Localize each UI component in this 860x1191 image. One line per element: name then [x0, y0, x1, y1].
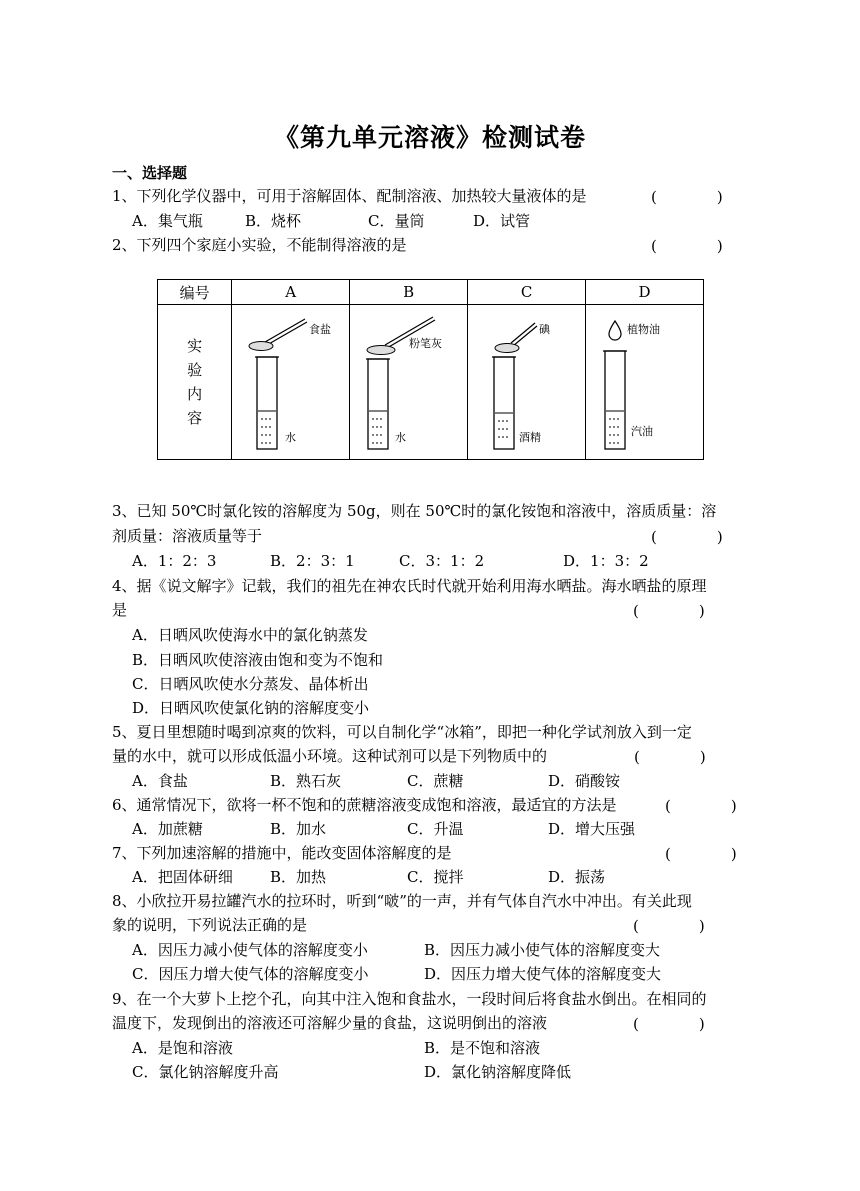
question-5-option-b: B．熟石灰: [270, 772, 342, 790]
solvent-label: 水: [394, 431, 406, 444]
table-header-b: B: [350, 280, 468, 305]
spoon-test-tube-illustration: [469, 307, 585, 457]
question-6-option-a: A．加蔗糖: [132, 820, 203, 838]
question-4-option-c: C．日晒风吹使水分蒸发、晶体析出: [132, 675, 369, 693]
question-6-option-d: D．增大压强: [548, 820, 636, 838]
question-6-option-c: C．升温: [407, 820, 464, 838]
question-7-option-b: B．加热: [270, 868, 327, 886]
question-7-stem: 7、下列加速溶解的措施中，能改变固体溶解度的是: [112, 844, 452, 862]
table-header-number: 编号: [158, 280, 232, 305]
question-1-answer-blank: ( ): [651, 188, 723, 206]
solute-label: 碘: [538, 323, 550, 336]
question-5-answer-blank: ( ): [634, 748, 706, 766]
question-3-option-c: C．3：1：2: [399, 552, 485, 570]
row-label-char: 容: [187, 409, 203, 427]
solvent-label: 酒精: [518, 431, 541, 444]
question-5-option-a: A．食盐: [132, 772, 188, 790]
question-3-option-a: A．1：2：3: [132, 552, 217, 570]
question-5-option-c: C．蔗糖: [407, 772, 464, 790]
experiment-table: [157, 279, 704, 460]
table-row-label: [158, 305, 232, 460]
experiment-cell-b: [350, 305, 468, 460]
question-7-option-c: C．搅拌: [407, 868, 464, 886]
row-label-char: 验: [187, 361, 203, 379]
solute-label: 植物油: [626, 323, 660, 336]
question-4-answer-blank: ( ): [633, 602, 705, 620]
section-title: 一、选择题: [112, 164, 188, 182]
question-9-stem-line2: 温度下，发现倒出的溶液还可溶解少量的食盐，这说明倒出的溶液: [112, 1014, 548, 1032]
solvent-label: 水: [284, 431, 296, 444]
question-9-option-a: A．是饱和溶液: [132, 1039, 233, 1057]
question-1-option-b: B．烧杯: [245, 212, 302, 230]
table-header-d: D: [586, 280, 704, 305]
row-label-char: 实: [187, 337, 203, 355]
solute-label: 粉笔灰: [408, 337, 442, 350]
question-3-option-d: D．1：3：2: [563, 552, 649, 570]
question-6-answer-blank: ( ): [665, 797, 737, 815]
question-4-stem-line1: 4、据《说文解字》记载，我们的祖先在神农氏时代就开始利用海水晒盐。海水晒盐的原理: [112, 577, 707, 595]
question-2-answer-blank: ( ): [651, 237, 723, 255]
question-9-stem-line1: 9、在一个大萝卜上挖个孔，向其中注入饱和食盐水，一段时间后将食盐水倒出。在相同的: [112, 990, 707, 1008]
question-8-answer-blank: ( ): [633, 917, 705, 935]
dropper-test-tube-illustration: [587, 307, 703, 457]
question-5-stem-line2: 量的水中，就可以形成低温小环境。这种试剂可以是下列物质中的: [112, 747, 548, 765]
question-3-option-b: B．2：3：1: [270, 552, 355, 570]
question-9-answer-blank: ( ): [633, 1015, 705, 1033]
question-3-answer-blank: ( ): [651, 528, 723, 546]
question-9-option-d: D．氯化钠溶解度降低: [424, 1063, 572, 1081]
question-8-option-b: B．因压力减小使气体的溶解度变大: [424, 941, 661, 959]
question-9-option-c: C．氯化钠溶解度升高: [132, 1063, 279, 1081]
experiment-cell-a: [232, 305, 350, 460]
page-title: 《第九单元溶液》检测试卷: [273, 123, 586, 152]
question-8-option-d: D．因压力增大使气体的溶解度变大: [424, 965, 662, 983]
spoon-test-tube-illustration: [351, 307, 467, 457]
question-4-option-d: D．日晒风吹使氯化钠的溶解度变小: [132, 699, 370, 717]
question-1-option-a: A．集气瓶: [132, 212, 203, 230]
question-7-option-a: A．把固体研细: [132, 868, 233, 886]
question-8-option-c: C．因压力增大使气体的溶解度变小: [132, 965, 369, 983]
question-4-option-b: B．日晒风吹使溶液由饱和变为不饱和: [132, 651, 384, 669]
question-5-stem-line1: 5、夏日里想随时喝到凉爽的饮料，可以自制化学“冰箱”，即把一种化学试剂放入到一定: [112, 723, 692, 741]
question-1-stem: 1、下列化学仪器中，可用于溶解固体、配制溶液、加热较大量液体的是: [112, 187, 587, 205]
row-label-char: 内: [187, 385, 203, 403]
question-6-option-b: B．加水: [270, 820, 327, 838]
experiment-cell-c: [468, 305, 586, 460]
solute-label: 食盐: [308, 323, 331, 336]
experiment-cell-d: [586, 305, 704, 460]
question-3-stem-line2: 剂质量：溶液质量等于: [112, 527, 263, 545]
question-4-stem-line2: 是: [112, 601, 128, 619]
question-4-option-a: A．日晒风吹使海水中的氯化钠蒸发: [132, 626, 368, 644]
question-6-stem: 6、通常情况下，欲将一杯不饱和的蔗糖溶液变成饱和溶液，最适宜的方法是: [112, 796, 617, 814]
question-3-stem-line1: 3、已知 50℃时氯化铵的溶解度为 50g，则在 50℃时的氯化铵饱和溶液中，溶质质量：溶: [112, 502, 717, 520]
question-8-stem-line1: 8、小欣拉开易拉罐汽水的拉环时，听到“啵”的一声，并有气体自汽水中冲出。有关此现: [112, 892, 692, 910]
question-8-stem-line2: 象的说明，下列说法正确的是: [112, 916, 308, 934]
question-1-option-c: C．量筒: [368, 212, 425, 230]
question-7-option-d: D．振荡: [548, 868, 606, 886]
question-5-option-d: D．硝酸铵: [548, 772, 621, 790]
solvent-label: 汽油: [630, 425, 653, 438]
question-8-option-a: A．因压力减小使气体的溶解度变小: [132, 941, 368, 959]
question-9-option-b: B．是不饱和溶液: [424, 1039, 541, 1057]
question-2-stem: 2、下列四个家庭小实验，不能制得溶液的是: [112, 236, 407, 254]
spoon-test-tube-illustration: [233, 307, 349, 457]
question-7-answer-blank: ( ): [665, 845, 737, 863]
question-1-option-d: D．试管: [473, 212, 531, 230]
table-header-a: A: [232, 280, 350, 305]
table-header-c: C: [468, 280, 586, 305]
